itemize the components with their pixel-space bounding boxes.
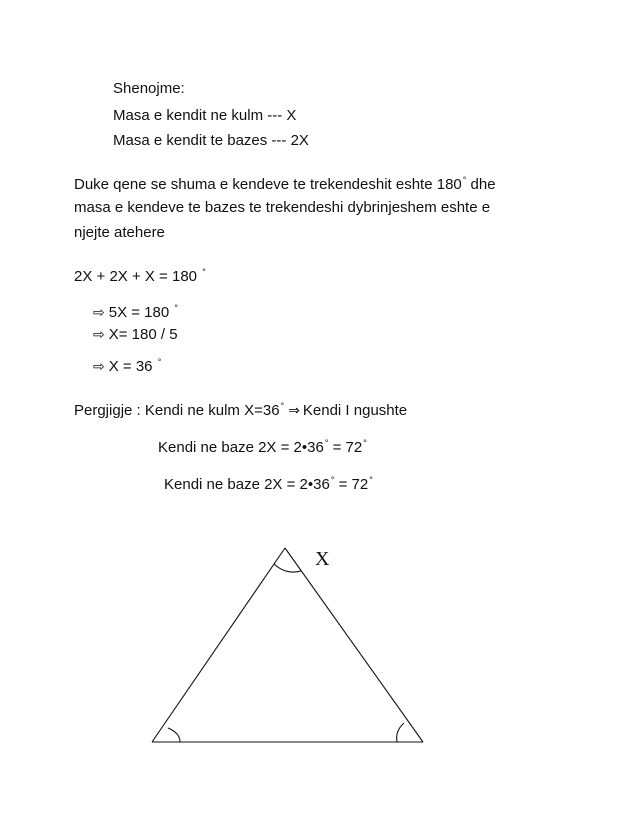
explanation-line-1: Duke qene se shuma e kendeve te trekendeshit eshte 180° dhe: [74, 175, 496, 193]
answer-line: Pergjigje : Kendi ne kulm X=36° ⇒ Kendi I ngushte: [74, 401, 408, 419]
degree-symbol: °: [202, 267, 206, 277]
step-arrow-icon: ⇨: [93, 305, 105, 321]
triangle-left-side: [152, 548, 285, 742]
degree-symbol: °: [462, 175, 467, 185]
left-base-angle-arc: [168, 728, 180, 742]
triangle-right-side: [285, 548, 423, 742]
notation-heading: Shenojme:: [113, 80, 185, 97]
base-angle-line-1: Kendi ne baze 2X = 2•36° = 72°: [158, 438, 367, 456]
degree-symbol: °: [324, 438, 329, 448]
base-angle-line-2: Kendi ne baze 2X = 2•36° = 72°: [164, 475, 373, 493]
degree-symbol: °: [280, 401, 285, 411]
degree-symbol: °: [369, 475, 373, 485]
degree-symbol: °: [330, 475, 335, 485]
step-arrow-icon: ⇨: [93, 359, 105, 375]
step-2: ⇨ X= 180 / 5: [93, 326, 178, 343]
notation-base-line: Masa e kendit te bazes --- 2X: [113, 132, 309, 149]
step-3: ⇨ X = 36 °: [93, 357, 162, 375]
step-1: ⇨ 5X = 180 °: [93, 303, 178, 321]
degree-symbol: °: [363, 438, 367, 448]
degree-symbol: °: [174, 303, 178, 313]
explanation-line-2: masa e kendeve te bazes te trekendeshi dybrinjeshem eshte e: [74, 199, 491, 216]
notation-apex-line: Masa e kendit ne kulm --- X: [113, 107, 297, 124]
step-arrow-icon: ⇨: [93, 327, 105, 343]
apex-angle-label: X: [315, 548, 330, 570]
main-equation: 2X + 2X + X = 180 °: [74, 267, 206, 285]
implies-arrow-icon: ⇒: [288, 403, 300, 419]
degree-symbol: °: [157, 357, 162, 367]
right-base-angle-arc: [397, 723, 404, 742]
explanation-line-3: njejte atehere: [74, 224, 165, 241]
